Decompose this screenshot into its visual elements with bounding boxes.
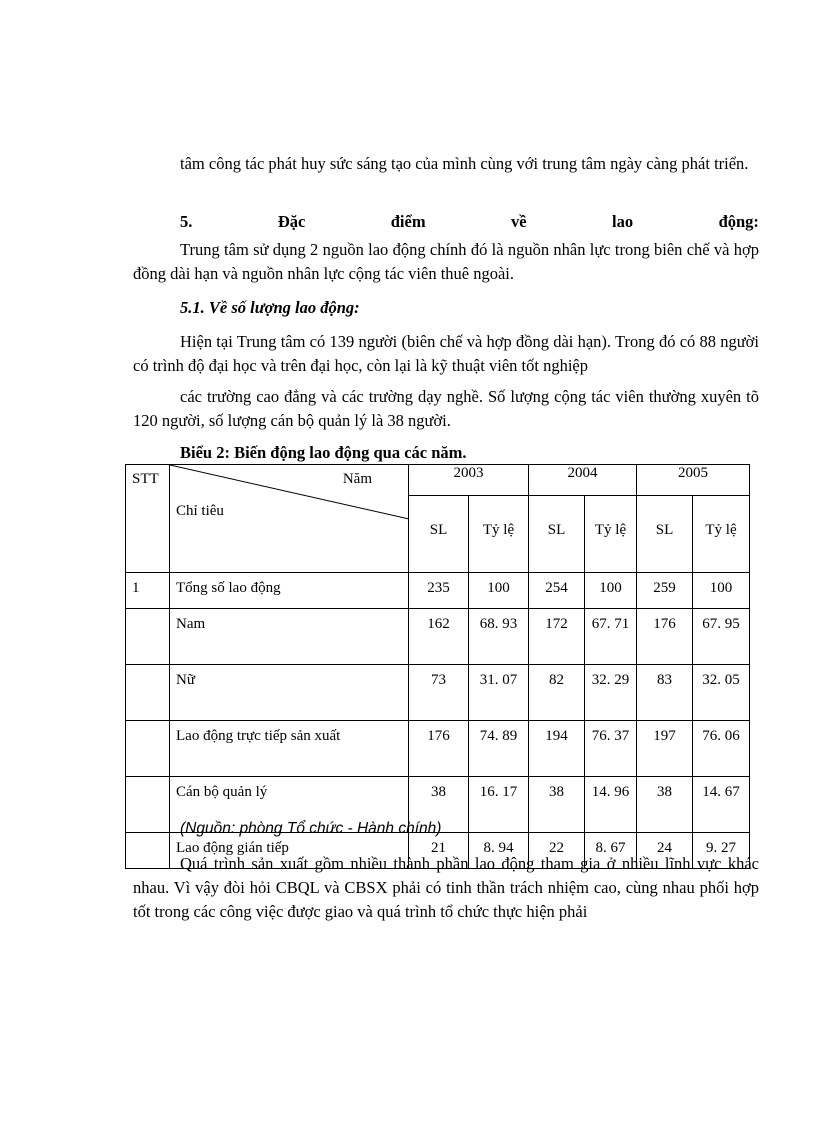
indicator-cell: Lao động gián tiếp	[170, 833, 409, 869]
value-cell: 31. 07	[469, 665, 529, 721]
year-header: 2005	[637, 465, 750, 496]
paragraph-collaborators: các trường cao đẳng và các trường dạy nghề. Số lượng cộng tác viên thường xuyên tõ 120 người, số lượng cán bộ quản lý là 38 người.	[133, 387, 759, 430]
value-cell: 83	[637, 665, 693, 721]
indicator-cell: Nữ	[170, 665, 409, 721]
value-cell: 38	[529, 777, 585, 833]
heading-word: về	[511, 212, 527, 231]
table-row	[126, 609, 750, 665]
stt-cell: 1	[126, 573, 170, 609]
stt-cell	[126, 777, 170, 833]
sl-header: SL	[529, 496, 585, 573]
value-cell: 68. 93	[469, 609, 529, 665]
value-cell: 254	[529, 573, 585, 609]
value-cell: 197	[637, 721, 693, 777]
indicator-cell: Nam	[170, 609, 409, 665]
value-cell: 8. 94	[469, 833, 529, 869]
paragraph-labor-sources: Trung tâm sử dụng 2 nguồn lao động chính đó là nguồn nhân lực trong biên chế và hợp đồng dài hạn và nguồn nhân lực cộng tác viên thuê ngoài.	[133, 240, 759, 283]
value-cell: 259	[637, 573, 693, 609]
value-cell: 32. 05	[693, 665, 750, 721]
year-header: 2003	[409, 465, 529, 496]
indicator-cell: Cán bộ quản lý	[170, 777, 409, 833]
value-cell: 176	[409, 721, 469, 777]
tyle-header: Tỷ lệ	[585, 496, 637, 573]
diagonal-header-cell	[170, 465, 409, 573]
stt-cell	[126, 721, 170, 777]
tyle-header: Tỷ lệ	[469, 496, 529, 573]
value-cell: 76. 37	[585, 721, 637, 777]
value-cell: 22	[529, 833, 585, 869]
section-heading-5	[180, 210, 759, 234]
paragraph-staff-count: Hiện tại Trung tâm có 139 người (biên chế và hợp đồng dài hạn). Trong đó có 88 người có trình độ đại học và trên đại học, còn lại là kỹ thuật viên tốt nghiệp	[133, 332, 759, 375]
value-cell: 24	[637, 833, 693, 869]
table-row	[126, 665, 750, 721]
sl-header: SL	[637, 496, 693, 573]
value-cell: 100	[585, 573, 637, 609]
value-cell: 76. 06	[693, 721, 750, 777]
subsection-heading-5-1: 5.1. Về số lượng lao động:	[180, 298, 360, 317]
value-cell: 32. 29	[585, 665, 637, 721]
paragraph-production-process: Quá trình sản xuất gồm nhiều thành phần lao động tham gia ở nhiều lĩnh vực khác nhau. Vì vậy đòi hỏi CBQL và CBSX phải có tinh thần trách nhiệm cao, cùng nhau phối hợp tốt trong các công việc được giao và quá trình tổ chức thực hiện phải	[133, 854, 759, 921]
value-cell: 38	[637, 777, 693, 833]
value-cell: 67. 71	[585, 609, 637, 665]
table-header-row	[126, 465, 750, 496]
value-cell: 235	[409, 573, 469, 609]
value-cell: 100	[693, 573, 750, 609]
stt-header: STT	[126, 465, 170, 573]
value-cell: 73	[409, 665, 469, 721]
table-caption: Biểu 2: Biến động lao động qua các năm.	[180, 443, 467, 462]
stt-cell	[126, 665, 170, 721]
value-cell: 176	[637, 609, 693, 665]
value-cell: 67. 95	[693, 609, 750, 665]
value-cell: 16. 17	[469, 777, 529, 833]
value-cell: 74. 89	[469, 721, 529, 777]
value-cell: 38	[409, 777, 469, 833]
paragraph-intro: tâm công tác phát huy sức sáng tạo của mình cùng với trung tâm ngày càng phát triển.	[180, 154, 749, 173]
value-cell: 21	[409, 833, 469, 869]
table-row	[126, 573, 750, 609]
year-header: 2004	[529, 465, 637, 496]
value-cell: 194	[529, 721, 585, 777]
value-cell: 9. 27	[693, 833, 750, 869]
value-cell: 14. 67	[693, 777, 750, 833]
value-cell: 100	[469, 573, 529, 609]
year-axis-label: Năm	[342, 471, 372, 487]
heading-word: lao	[612, 212, 634, 231]
heading-word: động:	[718, 212, 759, 231]
value-cell: 162	[409, 609, 469, 665]
stt-cell	[126, 609, 170, 665]
indicator-cell: Tổng số lao động	[170, 573, 409, 609]
heading-word: 5.	[180, 212, 193, 231]
value-cell: 172	[529, 609, 585, 665]
table-row	[126, 721, 750, 777]
table-source-note: (Nguồn: phòng Tổ chức - Hành chính)	[180, 820, 442, 837]
value-cell: 14. 96	[585, 777, 637, 833]
value-cell: 8. 67	[585, 833, 637, 869]
sl-header: SL	[409, 496, 469, 573]
indicator-axis-label: Chỉ tiêu	[176, 503, 224, 519]
heading-word: Đặc	[277, 212, 306, 231]
value-cell: 82	[529, 665, 585, 721]
labor-table	[125, 464, 750, 869]
indicator-cell: Lao động trực tiếp sản xuất	[170, 721, 409, 777]
tyle-header: Tỷ lệ	[693, 496, 750, 573]
heading-word: điểm	[390, 212, 426, 231]
